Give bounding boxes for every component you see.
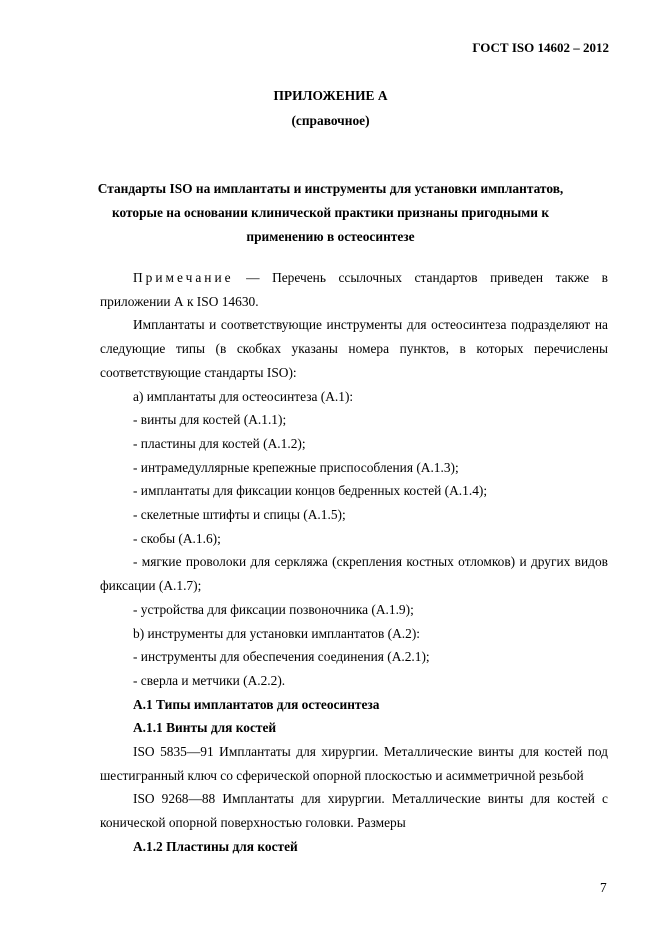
page-number: 7 [600,880,607,895]
list-item: - инструменты для обеспечения соединения (А.2.1); [133,649,430,665]
list-item: - скелетные штифты и спицы (А.1.5); [133,507,346,523]
section-a11-title: А.1.1 Винты для костей [133,720,277,736]
note-text: — Перечень ссылочных стандартов приведен также в приложении А к ISO 14630. [100,270,608,309]
appendix-title: ПРИЛОЖЕНИЕ А [273,88,388,103]
intro-paragraph: Имплантаты и соответствующие инструменты для остеосинтеза подразделяют на следующие типы (в скобках указаны номера пунктов, в которых перечислены соответствующие стандарты ISO): [100,317,608,380]
section-a1-title: А.1 Типы имплантатов для остеосинтеза [133,696,380,712]
heading-line-3: применению в остеосинтезе [246,229,415,244]
heading-line-1: Стандарты ISO на имплантаты и инструменты для установки имплантатов, [97,181,564,196]
body-text [100,266,608,859]
standard-header: ГОСТ ISO 14602 – 2012 [472,40,609,55]
reference-iso-5835: ISO 5835—91 Имплантаты для хирургии. Металлические винты для костей под шестигранный ключ со сферической опорной плоскостью и асимметричной резьбой [100,744,608,783]
list-item: - винты для костей (А.1.1); [133,412,287,428]
list-item: - сверла и метчики (А.2.2). [133,672,286,688]
note-label: Примечание [133,270,234,285]
list-item: - мягкие проволоки для серкляжа (скрепления костных отломков) и других видов фиксации (А.1.7); [100,554,608,594]
list-item: - имплантаты для фиксации концов бедренных костей (А.1.4); [133,483,488,499]
list-item: - скобы (А.1.6); [133,530,221,546]
section-a12-title: А.1.2 Пластины для костей [133,838,298,854]
note-paragraph [100,266,608,313]
reference-iso-9268: ISO 9268—88 Имплантаты для хирургии. Металлические винты для костей с конической опорной поверхностью головки. Размеры [100,791,608,831]
list-item-b: b) инструменты для установки имплантатов (А.2): [133,625,421,641]
list-item: - интрамедуллярные крепежные приспособления (А.1.3); [133,459,459,475]
heading-line-2: которые на основании клинической практики признаны пригодными к [111,205,550,220]
appendix-subtitle: (справочное) [291,113,370,128]
list-item: - пластины для костей (А.1.2); [133,435,306,451]
list-item: - устройства для фиксации позвоночника (А.1.9); [133,601,414,617]
list-item-a: а) имплантаты для остеосинтеза (А.1): [133,388,354,404]
